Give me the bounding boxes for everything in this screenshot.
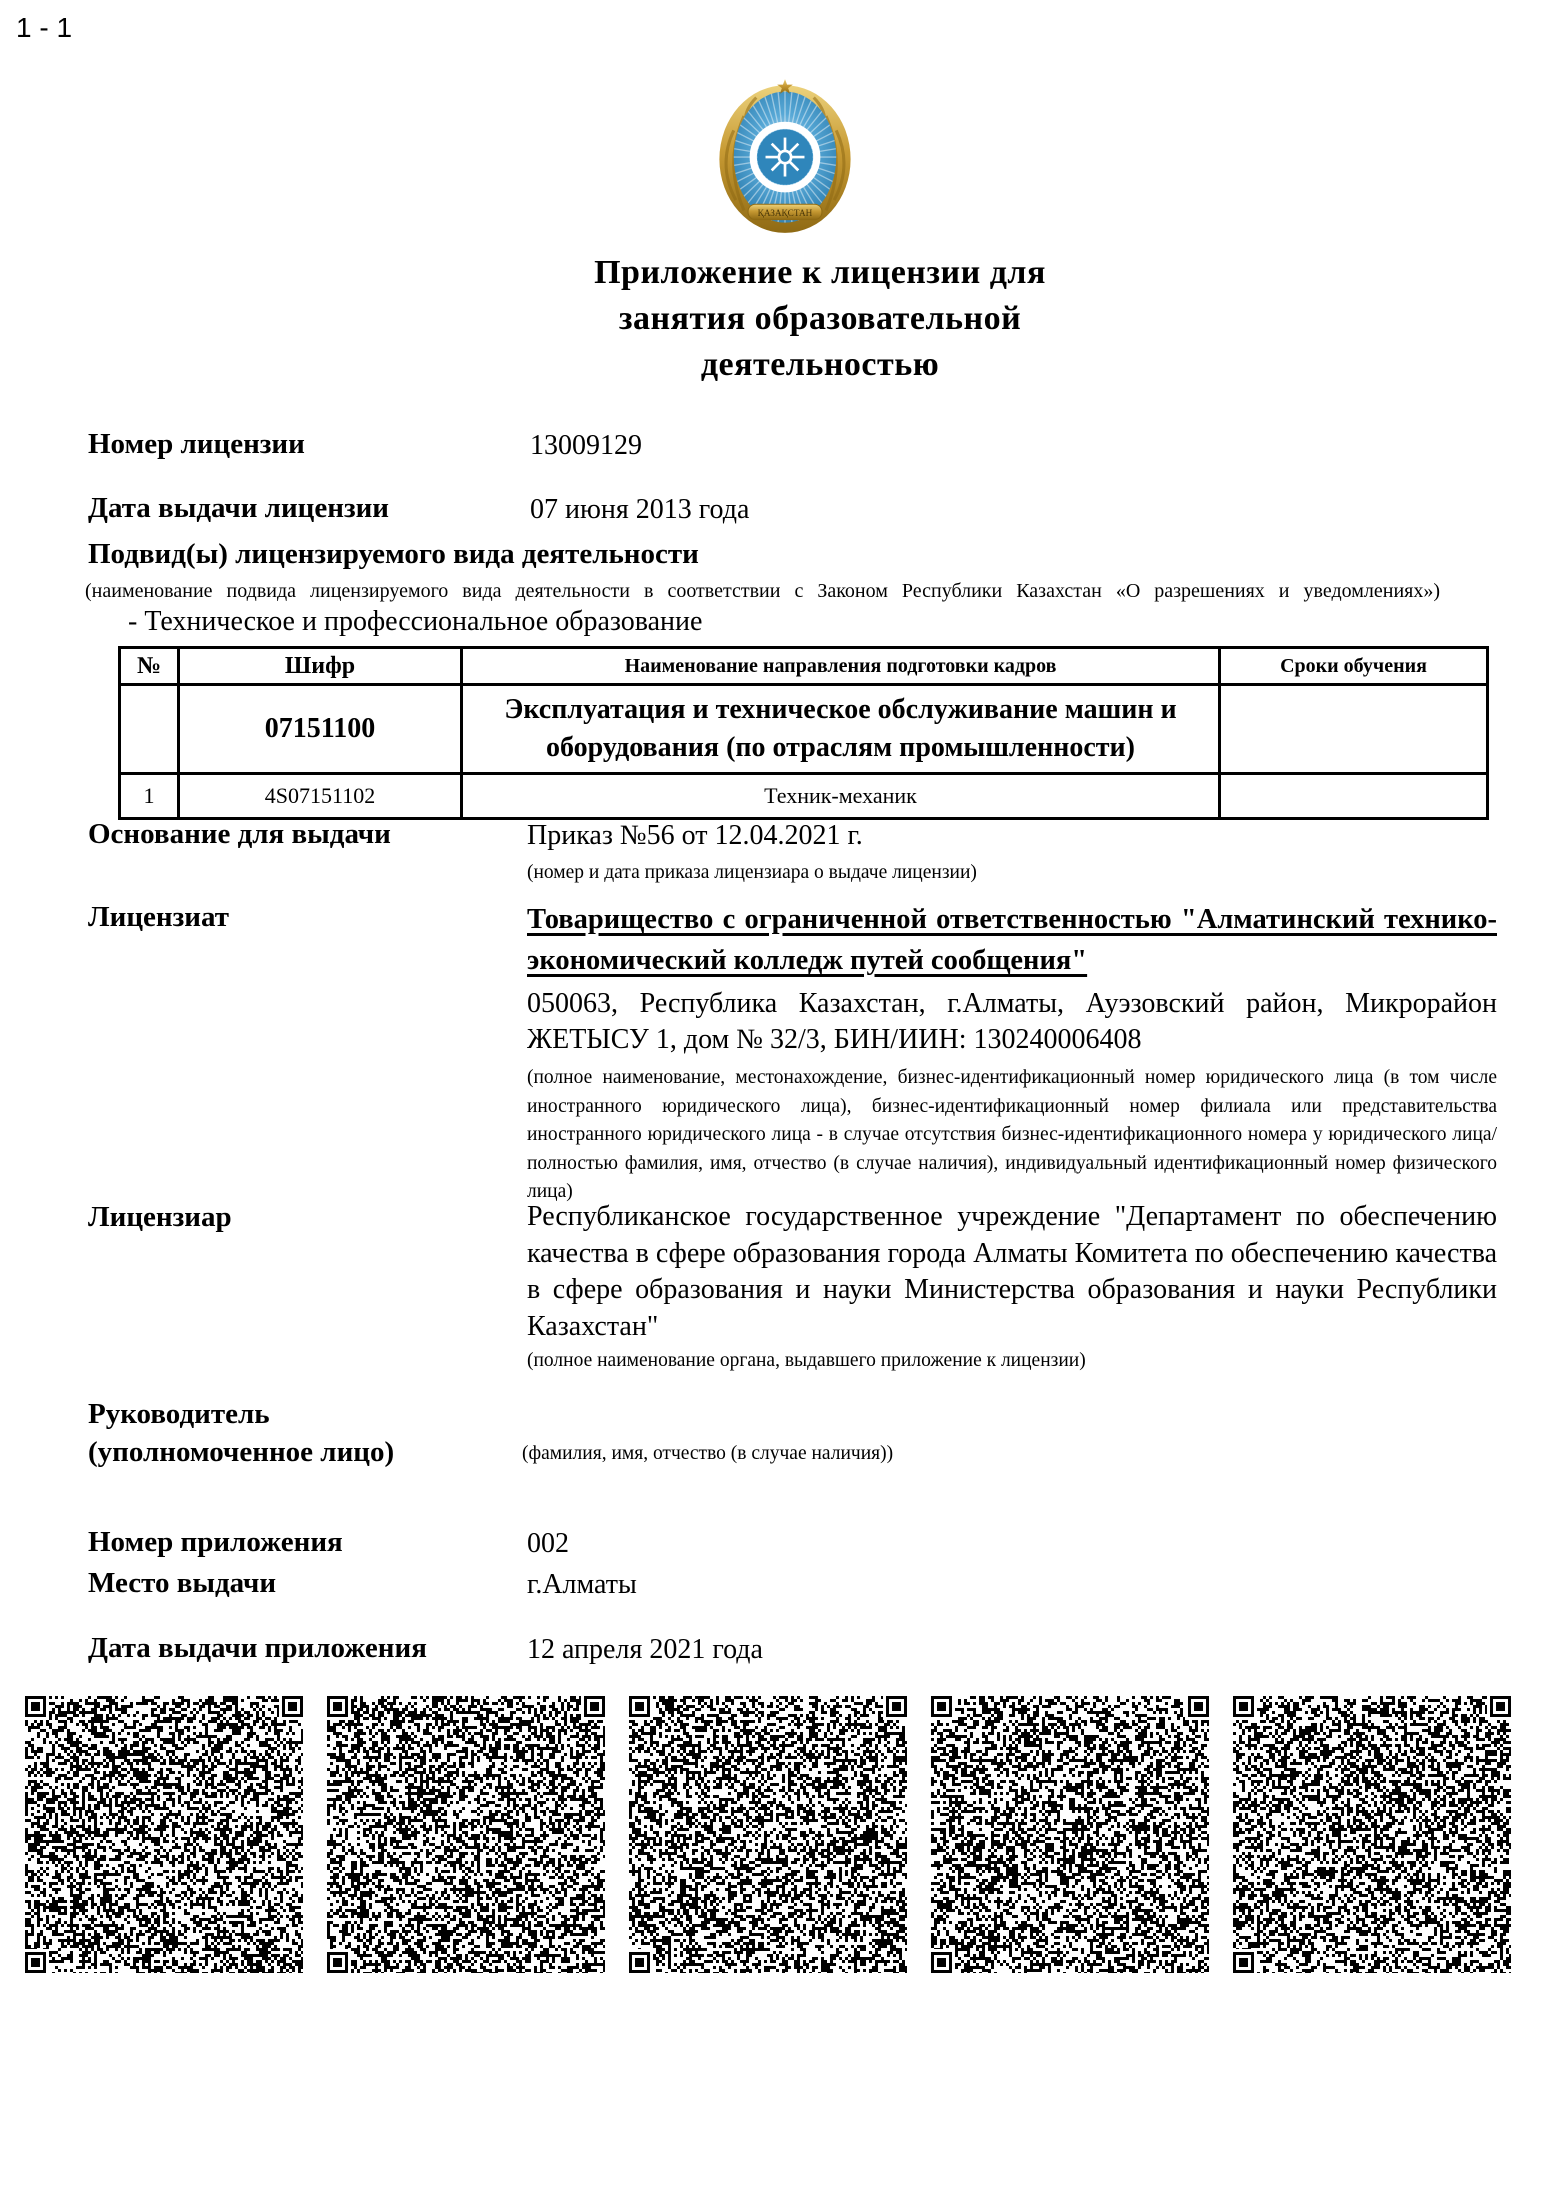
table-row — [120, 685, 1488, 774]
qr-code — [931, 1696, 1209, 1973]
col-header-num: № — [120, 648, 179, 685]
kazakhstan-emblem — [703, 73, 867, 237]
license-number-value: 13009129 — [530, 430, 642, 461]
licensor-label: Лицензиар — [88, 1201, 232, 1233]
licensee-address: 050063, Республика Казахстан, г.Алматы, Ауэзовский район, Микрорайон ЖЕТЫСУ 1, дом № 32/3, БИН/ИИН: 130240006408 — [527, 988, 1497, 1055]
licensee-label: Лицензиат — [88, 901, 229, 933]
issue-place-value: г.Алматы — [527, 1569, 637, 1600]
cell-code: 07151100 — [179, 685, 462, 774]
head-official-label-line2: (уполномоченное лицо) — [88, 1436, 395, 1468]
appendix-number-value: 002 — [527, 1528, 569, 1559]
col-header-code: Шифр — [179, 648, 462, 685]
cell-name: Техник-механик — [462, 774, 1220, 819]
col-header-name: Наименование направления подготовки кадров — [462, 648, 1220, 685]
issue-place-label: Место выдачи — [88, 1567, 277, 1599]
issue-basis-note: (номер и дата приказа лицензиара о выдаче лицензии) — [527, 862, 977, 883]
cell-duration — [1220, 685, 1488, 774]
cell-num — [120, 685, 179, 774]
activity-subtype-label: Подвид(ы) лицензируемого вида деятельности — [88, 538, 699, 570]
col-header-duration: Сроки обучения — [1220, 648, 1488, 685]
title-line-1: Приложение к лицензии для — [594, 254, 1046, 291]
page-indicator: 1 - 1 — [16, 12, 73, 43]
appendix-issue-date-value: 12 апреля 2021 года — [527, 1634, 763, 1665]
qr-code-row — [25, 1696, 1511, 1973]
banner-text: ҚАЗАҚСТАН — [757, 207, 813, 218]
qr-code — [629, 1696, 907, 1973]
license-number-label: Номер лицензии — [88, 428, 305, 460]
licensee-note: (полное наименование, местонахождение, бизнес-идентификационный номер юридического лица (в том числе иностранного юридического лица), бизнес-идентификационный номер филиала или представительства иностранного юридического лица - в случае отсутствия бизнес-идентификационного номера у юридического лица/полностью фамилия, имя, отчество (в случае наличия), индивидуальный идентификационный номер физического лица) — [527, 1067, 1497, 1202]
appendix-issue-date-label: Дата выдачи приложения — [88, 1632, 427, 1664]
licensor-value: Республиканское государственное учреждение "Департамент по обеспечению качества в сфере образования города Алматы Комитета по обеспечению качества в сфере образования и науки Министерства образования и науки Республики Казахстан" — [527, 1201, 1497, 1342]
title-line-2: занятия образовательной — [618, 300, 1022, 337]
title-line-3: деятельностью — [700, 346, 940, 383]
licensor-note: (полное наименование органа, выдавшего приложение к лицензии) — [527, 1350, 1086, 1371]
license-issue-date-value: 07 июня 2013 года — [530, 494, 750, 525]
table-row — [120, 774, 1488, 819]
licensee-name: Товарищество с ограниченной ответственностью "Алматинский технико-экономический колледж путей сообщения" — [527, 904, 1497, 976]
head-official-label-line1: Руководитель — [88, 1398, 270, 1430]
cell-name: Эксплуатация и техническое обслуживание машин и оборудования (по отраслям промышленности) — [462, 685, 1220, 774]
license-issue-date-label: Дата выдачи лицензии — [88, 492, 390, 524]
cell-code: 4S07151102 — [179, 774, 462, 819]
training-programs-table — [118, 646, 1489, 820]
cell-duration — [1220, 774, 1488, 819]
head-official-note: (фамилия, имя, отчество (в случае наличия)) — [522, 1443, 894, 1464]
qr-code — [1233, 1696, 1511, 1973]
issue-basis-value: Приказ №56 от 12.04.2021 г. — [527, 820, 863, 851]
cell-num: 1 — [120, 774, 179, 819]
issue-basis-label: Основание для выдачи — [88, 818, 391, 850]
activity-subtype-value: - Техническое и профессиональное образование — [128, 606, 703, 637]
document-title — [460, 250, 1180, 388]
appendix-number-label: Номер приложения — [88, 1526, 343, 1558]
qr-code — [25, 1696, 303, 1973]
activity-subtype-note: (наименование подвида лицензируемого вида деятельности в соответствии с Законом Республики Казахстан «О разрешениях и уведомлениях») — [85, 580, 1441, 602]
qr-code — [327, 1696, 605, 1973]
table-header-row — [120, 648, 1488, 685]
